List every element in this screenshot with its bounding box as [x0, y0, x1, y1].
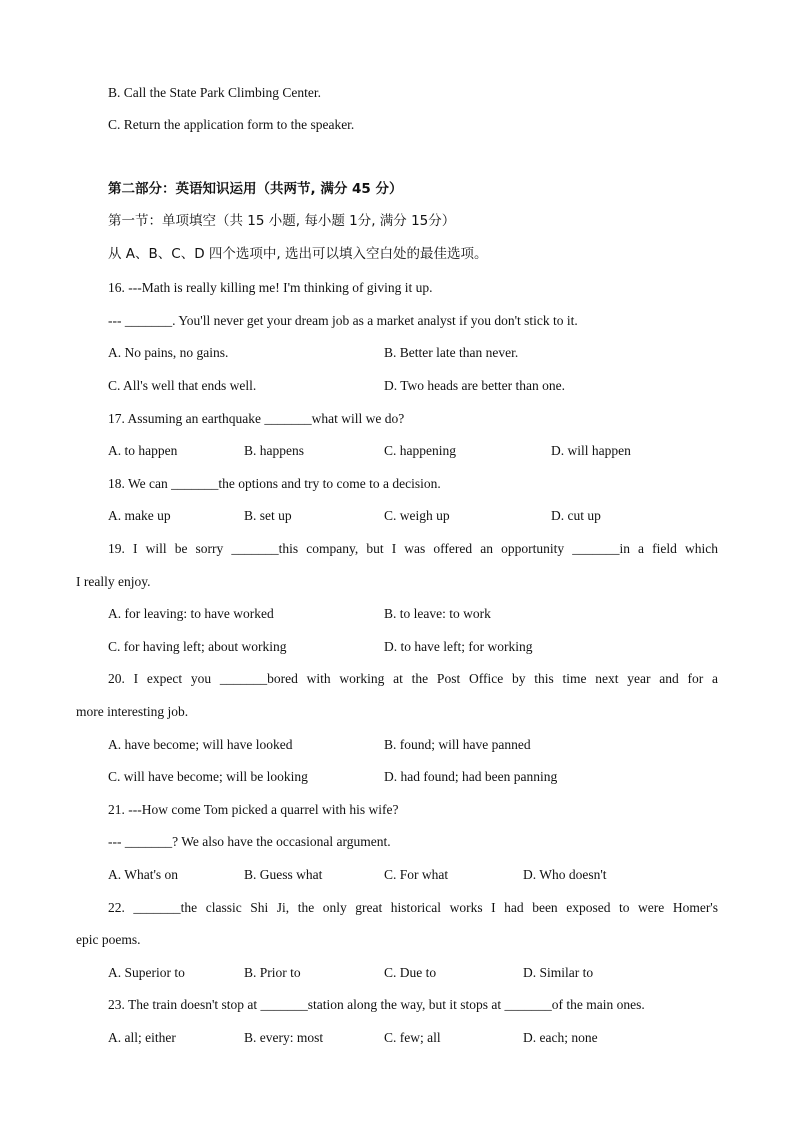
q18-option-a: A. make up	[108, 508, 171, 523]
q22-stem: 22. _______the classic Shi Ji, the only great historical works I had been exposed to were Homer's	[108, 900, 718, 915]
q21-stem-2: --- _______? We also have the occasional argument.	[108, 834, 391, 849]
q19-option-c: C. for having left; about working	[108, 639, 287, 654]
q23-option-c: C. few; all	[384, 1030, 441, 1045]
q17-option-d: D. will happen	[551, 443, 631, 458]
q17-stem: 17. Assuming an earthquake _______what will we do?	[108, 411, 405, 426]
q22-stem-2: epic poems.	[76, 932, 141, 947]
q18-option-d: D. cut up	[551, 508, 601, 523]
q16-option-b: B. Better late than never.	[384, 345, 519, 360]
q23-option-a: A. all; either	[108, 1030, 176, 1045]
q19-stem: 19. I will be sorry _______this company, but I was offered an opportunity _______in a field which	[108, 541, 718, 556]
q23-option-d: D. each; none	[523, 1030, 598, 1045]
part2-title: 第二部分：英语知识运用（共两节, 满分 45 分）	[108, 181, 403, 197]
q18-stem: 18. We can _______the options and try to come to a decision.	[108, 476, 441, 491]
q23-option-b: B. every: most	[244, 1030, 324, 1045]
q20-stem-2: more interesting job.	[76, 704, 189, 719]
q21-option-d: D. Who doesn't	[523, 867, 607, 882]
q22-option-b: B. Prior to	[244, 965, 301, 980]
q16-option-a: A. No pains, no gains.	[108, 345, 229, 360]
q19-stem-2: I really enjoy.	[76, 574, 151, 589]
q21-option-c: C. For what	[384, 867, 449, 882]
q23-stem: 23. The train doesn't stop at _______station along the way, but it stops at _______of the main ones.	[108, 997, 645, 1012]
q21-option-b: B. Guess what	[244, 867, 323, 882]
q20-option-d: D. had found; had been panning	[384, 769, 558, 784]
q22-option-a: A. Superior to	[108, 965, 185, 980]
q16-stem-2: --- _______. You'll never get your dream job as a market analyst if you don't stick to it.	[108, 313, 578, 328]
q17-option-a: A. to happen	[108, 443, 178, 458]
option-b-top: B. Call the State Park Climbing Center.	[108, 85, 321, 100]
q19-option-b: B. to leave: to work	[384, 606, 491, 621]
q20-option-c: C. will have become; will be looking	[108, 769, 308, 784]
q20-stem: 20. I expect you _______bored with working at the Post Office by this time next year and for a	[108, 671, 718, 686]
q16-option-d: D. Two heads are better than one.	[384, 378, 565, 393]
q16-stem: 16. ---Math is really killing me! I'm thinking of giving it up.	[108, 280, 433, 295]
option-c-top: C. Return the application form to the speaker.	[108, 117, 355, 132]
q18-option-c: C. weigh up	[384, 508, 450, 523]
q19-option-d: D. to have left; for working	[384, 639, 533, 654]
q17-option-c: C. happening	[384, 443, 456, 458]
q20-option-b: B. found; will have panned	[384, 737, 531, 752]
instruction: 从 A、B、C、D 四个选项中, 选出可以填入空白处的最佳选项。	[108, 246, 488, 262]
q21-option-a: A. What's on	[108, 867, 179, 882]
q22-option-c: C. Due to	[384, 965, 437, 980]
q18-option-b: B. set up	[244, 508, 292, 523]
q17-option-b: B. happens	[244, 443, 304, 458]
q16-option-c: C. All's well that ends well.	[108, 378, 257, 393]
q19-option-a: A. for leaving: to have worked	[108, 606, 274, 621]
section1-title: 第一节：单项填空（共 15 小题, 每小题 1分, 满分 15分）	[108, 213, 456, 229]
q22-option-d: D. Similar to	[523, 965, 594, 980]
q21-stem: 21. ---How come Tom picked a quarrel with his wife?	[108, 802, 399, 817]
q20-option-a: A. have become; will have looked	[108, 737, 293, 752]
